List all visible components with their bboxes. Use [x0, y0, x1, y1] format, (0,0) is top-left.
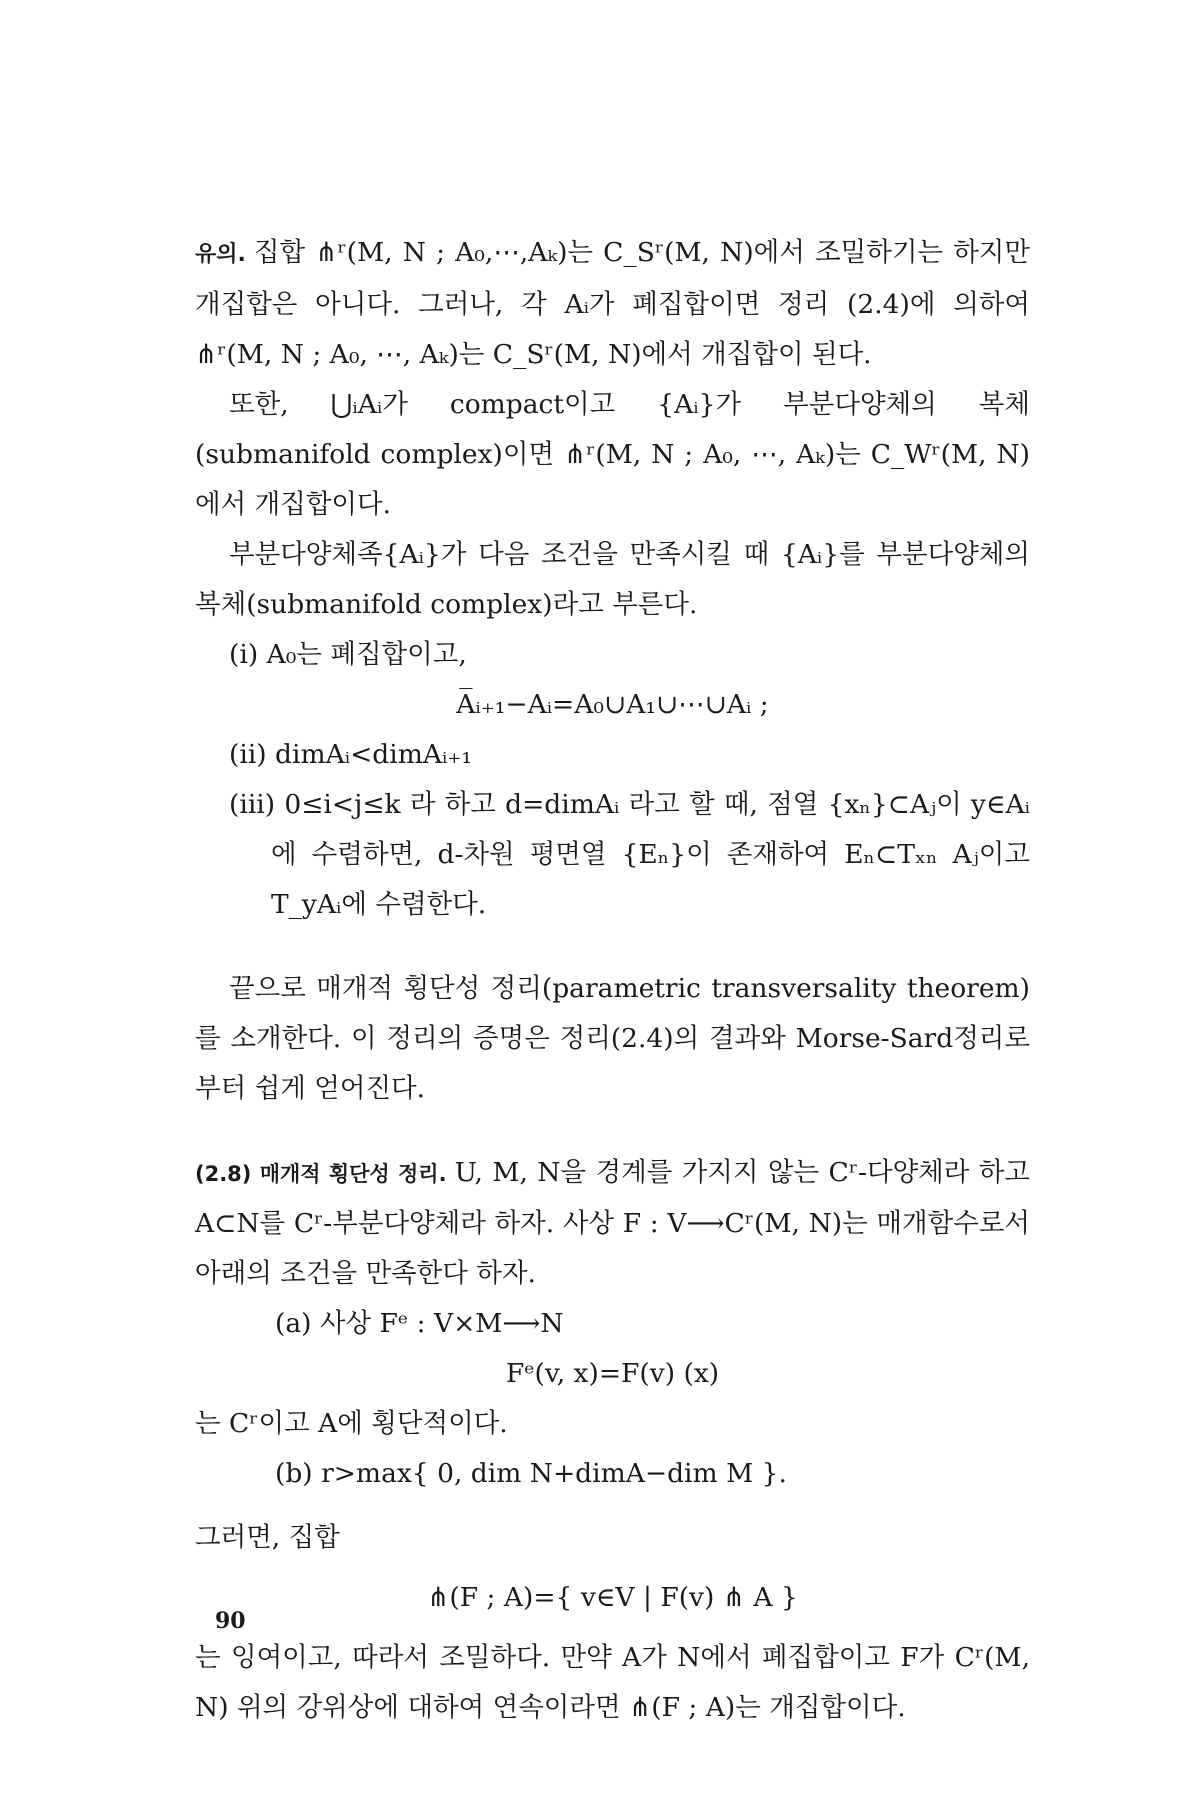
paragraph-compact-complex: 또한, ⋃ᵢAᵢ가 compact이고 {Aᵢ}가 부분다양체의 복체(submanifold complex)이면 ⋔ʳ(M, N ; A₀, ⋯, Aₖ)는 C_Wʳ(M, N)에서 개집합이다. [195, 389, 1030, 520]
note-label: 유의. [195, 242, 246, 267]
section-gap [195, 1563, 1030, 1573]
theorem-statement [195, 1148, 1030, 1299]
note-paragraph [195, 228, 1030, 380]
theorem-conclusion: 는 잉여이고, 따라서 조밀하다. 만약 A가 N에서 폐집합이고 F가 Cʳ(M, N) 위의 강위상에 대하여 연속이라면 ⋔(F ; A)는 개집합이다. [195, 1642, 1030, 1723]
condition-ii: (ii) dimAᵢ<dimAᵢ₊₁ [229, 739, 472, 770]
theorem-condition-b: (b) r>max{ 0, dim N+dimA−dim M }. [275, 1458, 787, 1489]
note-text: 집합 ⋔ʳ(M, N ; A₀,⋯,Aₖ)는 C_Sʳ(M, N)에서 조밀하기는 하지만 개집합은 아니다. 그러나, 각 Aᵢ가 폐집합이면 정리 (2.4)에 의하여 ⋔ʳ(M, N ; A₀, ⋯, Aₖ)는 C_Sʳ(M, N)에서 개집합이 된다. [195, 237, 1030, 370]
section-gap [195, 1499, 1030, 1513]
section-gap [195, 1114, 1030, 1148]
section-gap [195, 1623, 1030, 1633]
condition-iii: (iii) 0≤i<j≤k 라 하고 d=dimAᵢ 라고 할 때, 점열 {xₙ}⊂Aⱼ이 y∈Aᵢ에 수렴하면, d-차원 평면열 {Eₙ}이 존재하여 Eₙ⊂Tₓₙ Aⱼ이고 T_yAᵢ에 수렴한다. [229, 789, 1030, 920]
theorem-text: U, M, N을 경계를 가지지 않는 Cʳ-다양체라 하고 A⊂N를 Cʳ-부분다양체라 하자. 사상 F : V⟶Cʳ(M, N)는 매개함수로서 아래의 조건을 만족한다 하자. [195, 1157, 1030, 1289]
theorem-label: (2.8) 매개적 횡단성 정리. [195, 1162, 447, 1186]
theorem-condition-a-tail: 는 Cʳ이고 A에 횡단적이다. [195, 1408, 508, 1439]
theorem-condition-a: (a) 사상 Fᵉ : V×M⟶N [275, 1308, 564, 1339]
condition-i: (i) A₀는 폐집합이고, [229, 639, 467, 670]
condition-i-formula: A̅ᵢ₊₁−Aᵢ=A₀∪A₁∪⋯∪Aᵢ ; [456, 689, 769, 720]
page-body [195, 228, 1030, 1733]
theorem-then: 그러면, 집합 [195, 1522, 340, 1553]
paragraph-complex-definition: 부분다양체족{Aᵢ}가 다음 조건을 만족시킬 때 {Aᵢ}를 부분다양체의 복체(submanifold complex)라고 부른다. [195, 539, 1030, 620]
paragraph-parametric-intro: 끝으로 매개적 횡단성 정리(parametric transversality theorem)를 소개한다. 이 정리의 증명은 정리(2.4)의 결과와 Morse-Sard정리로부터 쉽게 얻어진다. [195, 973, 1030, 1104]
theorem-set-formula: ⋔(F ; A)={ v∈V | F(v) ⋔ A } [427, 1582, 798, 1613]
section-gap [195, 930, 1030, 964]
page-number: 90 [215, 1608, 246, 1634]
theorem-condition-a-formula: Fᵉ(v, x)=F(v) (x) [505, 1358, 720, 1389]
